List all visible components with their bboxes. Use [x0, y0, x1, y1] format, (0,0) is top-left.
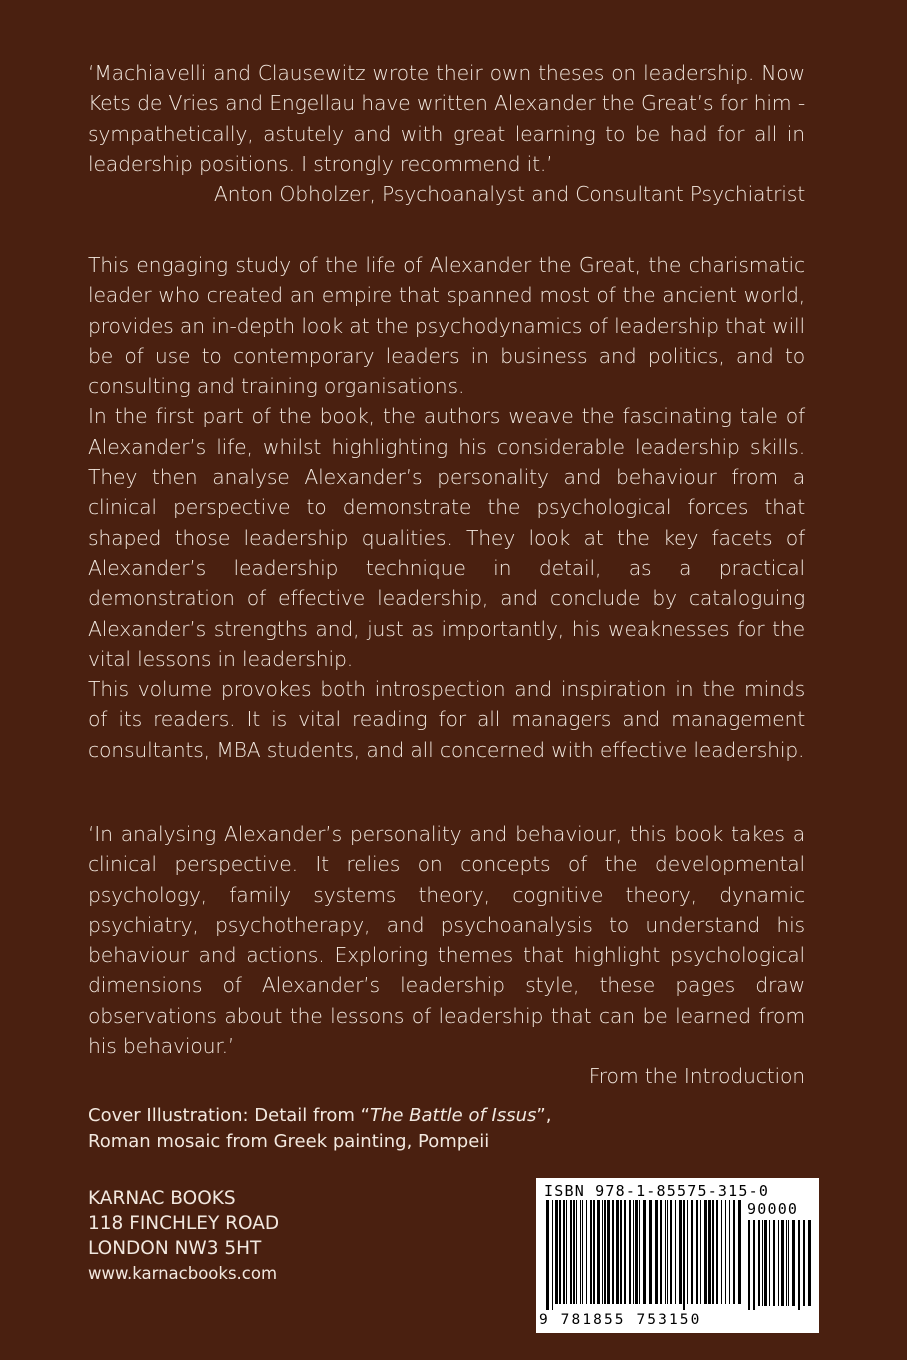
- barcode-addon-number: 90000: [747, 1200, 799, 1218]
- cover-credit-prefix: Cover Illustration: Detail from “: [88, 1105, 370, 1126]
- barcode-bar: [629, 1200, 631, 1304]
- barcode-bar: [700, 1200, 701, 1304]
- barcode-bar: [643, 1200, 646, 1304]
- barcode-bar: [586, 1200, 587, 1304]
- introduction-quote: [88, 819, 805, 1092]
- barcode-bar: [559, 1200, 561, 1304]
- description-paragraph-1: This engaging study of the life of Alexander the Great, the charismatic leader who created an empire that spanned most of the ancient world, provides an in-depth look at the psychodynamics of leadership that will be of use to contemporary leaders in business and politics, and to consulting and training organisations.: [88, 253, 805, 399]
- description-paragraph-3: This volume provokes both introspection and inspiration in the minds of its readers. It is vital reading for all managers and management consultants, MBA students, and all concerned with effective leadership.: [88, 677, 805, 762]
- barcode-bar: [639, 1200, 640, 1304]
- barcode-bar: [635, 1200, 638, 1304]
- barcode-bar: [781, 1220, 784, 1306]
- barcode-bar: [764, 1220, 767, 1306]
- barcode-bar: [597, 1200, 600, 1304]
- barcode-bar: [555, 1200, 558, 1304]
- barcode-bar: [762, 1220, 763, 1306]
- introduction-attribution: From the Introduction: [588, 1064, 805, 1089]
- barcode-bar: [633, 1200, 634, 1304]
- barcode-bar: [580, 1200, 581, 1304]
- cover-credit-suffix: ”,: [536, 1105, 552, 1126]
- barcode-bar: [788, 1220, 789, 1306]
- barcode-bar: [808, 1220, 811, 1306]
- cover-credit-line-2: Roman mosaic from Greek painting, Pompeii: [88, 1131, 490, 1152]
- barcode-bar: [753, 1220, 755, 1310]
- barcode-bar: [733, 1200, 735, 1304]
- barcode-bar: [679, 1200, 682, 1304]
- barcode-bar: [607, 1200, 610, 1304]
- barcode-bar: [620, 1200, 622, 1304]
- barcode-bar: [667, 1200, 668, 1304]
- barcode-bar: [798, 1220, 800, 1310]
- barcode-bar: [716, 1200, 718, 1304]
- publisher-city: LONDON NW3 5HT: [88, 1238, 262, 1259]
- barcode-bar: [590, 1200, 592, 1304]
- barcode-bar: [691, 1200, 693, 1304]
- barcode-bar: [546, 1200, 549, 1310]
- barcode-bar: [773, 1220, 775, 1306]
- description-paragraph-2: In the first part of the book, the authors weave the fascinating tale of Alexander’s life, whilst highlighting his considerable leadership skills. They then analyse Alexander’s personality and behaviour from a clinical perspective to demonstrate the psychological forces that shaped those leadership qualities. They look at the key facets of Alexander’s leadership technique in detail, as a practical demonstration of effective leadership, and conclude by cataloguing Alexander’s strengths and, just as importantly, his weaknesses for the vital lessons in leadership.: [88, 404, 805, 671]
- barcode-addon-bars: [748, 1220, 812, 1310]
- publisher-address: [88, 1186, 279, 1286]
- barcode-bar: [675, 1200, 676, 1304]
- barcode-bar: [748, 1220, 750, 1310]
- publisher-name: KARNAC BOOKS: [88, 1188, 236, 1209]
- barcode-bar: [604, 1200, 606, 1304]
- barcode-bar: [696, 1200, 698, 1304]
- endorsement-text: ‘Machiavelli and Clausewitz wrote their own theses on leadership. Now Kets de Vries and Engellau have written Alexander the Great’s for him - sympathetically, astutely and with great learning to be had for all in leadership positions. I strongly recommend it.’: [88, 61, 805, 176]
- barcode-bar: [687, 1200, 688, 1304]
- barcode-bar: [721, 1200, 722, 1304]
- endorsement-quote: [88, 58, 805, 209]
- barcode-bar: [573, 1200, 575, 1304]
- barcode-bar: [712, 1200, 714, 1304]
- barcode-bar: [758, 1220, 760, 1306]
- barcode-bar: [738, 1200, 741, 1304]
- barcode-bar: [725, 1200, 726, 1304]
- barcode-bar: [624, 1200, 626, 1304]
- barcode-bar: [704, 1200, 707, 1304]
- barcode-bar: [593, 1200, 595, 1304]
- publisher-street: 118 FINCHLEY ROAD: [88, 1213, 280, 1234]
- publisher-website: www.karnacbooks.com: [88, 1264, 278, 1283]
- isbn-label: ISBN 978-1-85575-315-0: [544, 1182, 770, 1200]
- barcode-bar: [552, 1200, 553, 1310]
- barcode-bar: [778, 1220, 779, 1306]
- barcode-bar: [708, 1200, 711, 1304]
- barcode-bar: [665, 1200, 666, 1304]
- barcode-bar: [566, 1200, 567, 1304]
- barcode-digits: 9 781855 753150: [539, 1312, 702, 1328]
- barcode-bar: [786, 1220, 787, 1306]
- barcode-bar: [602, 1200, 603, 1304]
- barcode-bar: [649, 1200, 652, 1304]
- barcode-bar: [563, 1200, 565, 1304]
- barcode-bar: [683, 1200, 685, 1310]
- barcode-bar: [612, 1200, 614, 1304]
- endorsement-attribution: Anton Obholzer, Psychoanalyst and Consultant Psychiatrist: [213, 182, 805, 207]
- barcode-bar: [769, 1220, 770, 1306]
- barcode-bar: [729, 1200, 730, 1304]
- barcode-bar: [660, 1200, 662, 1304]
- cover-credit-title: The Battle of Issus: [369, 1105, 537, 1126]
- barcode-bar: [582, 1200, 583, 1304]
- barcode-bar: [655, 1200, 658, 1304]
- barcode-bar: [570, 1200, 572, 1304]
- introduction-text: ‘In analysing Alexander’s personality and behaviour, this book takes a clinical perspective. It relies on concepts of the developmental psychology, family systems theory, cognitive theory, dynamic psychiatry, psychotherapy, and psychoanalysis to understand his behaviour and actions. Exploring themes that highlight psychological dimensions of Alexander’s leadership style, these pages draw observations about the lessons of leadership that can be learned from his behaviour.’: [88, 822, 805, 1059]
- barcode-bar: [616, 1200, 619, 1304]
- barcode-bar: [792, 1220, 795, 1306]
- barcode-bar: [670, 1200, 672, 1304]
- isbn-barcode: [536, 1178, 819, 1333]
- barcode-bars: [546, 1200, 741, 1310]
- cover-credit: [88, 1103, 551, 1155]
- book-description: [88, 250, 805, 765]
- barcode-bar: [803, 1220, 805, 1306]
- cover-credit-line-1: [88, 1103, 551, 1129]
- barcode-bar: [576, 1200, 577, 1304]
